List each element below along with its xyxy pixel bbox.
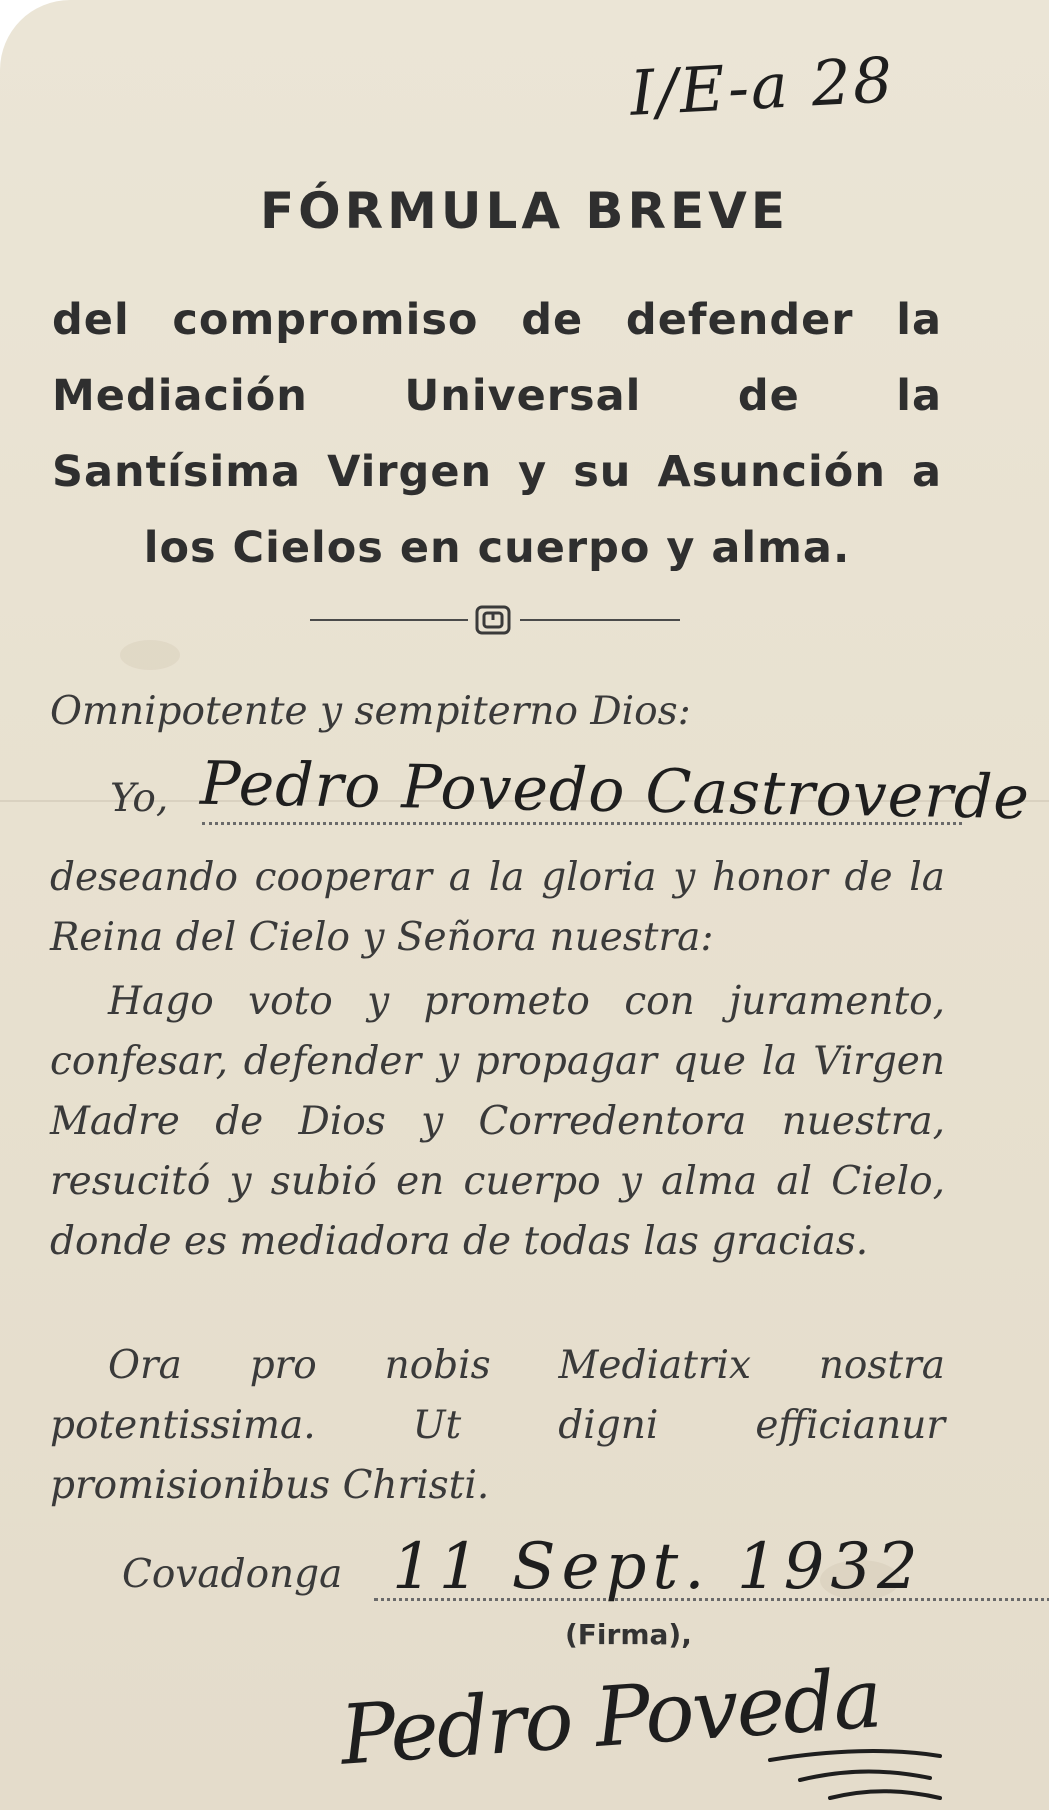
yo-label: Yo, bbox=[110, 776, 169, 821]
ornament-divider bbox=[310, 605, 680, 635]
signature-flourish bbox=[330, 1660, 970, 1810]
place-date-line bbox=[122, 1530, 952, 1610]
document-subtitle: del compromiso de defender la Mediación Universal de la Santísima Virgen y su Asunción a los Cielos en cuerpo y alma. bbox=[52, 295, 942, 573]
signature-label: (Firma), bbox=[565, 1618, 692, 1651]
ornament-knot-icon bbox=[473, 605, 513, 635]
signature bbox=[330, 1651, 970, 1810]
name-line bbox=[110, 748, 1031, 834]
document-title: FÓRMULA BREVE bbox=[259, 182, 790, 240]
divider-rule-left bbox=[310, 619, 468, 621]
paragraph-vow: Hago voto y prometo con juramento, confesar, defender y propagar que la Virgen Madre de Dios y Corredentora nuestra, resucitó y subió en cuerpo y alma al Cielo, donde es mediadora de todas las gracias. bbox=[50, 979, 945, 1264]
handwritten-name: Pedro Povedo Castroverde bbox=[199, 748, 1031, 834]
divider-rule-right bbox=[520, 619, 680, 621]
place-label: Covadonga bbox=[122, 1552, 343, 1597]
archive-code: I/E-a 28 bbox=[628, 43, 897, 130]
paragraph-intention: deseando cooperar a la gloria y honor de la Reina del Cielo y Señora nuestra: bbox=[50, 855, 945, 960]
paragraph-prayer: Ora pro nobis Mediatrix nostra potentissima. Ut digni efficianur promisionibus Christi. bbox=[50, 1343, 945, 1508]
handwritten-signature: Pedro Poveda bbox=[337, 1651, 884, 1784]
paper-stain bbox=[120, 640, 180, 670]
handwritten-date: 11 Sept. 1932 bbox=[392, 1530, 924, 1604]
invocation: Omnipotente y sempiterno Dios: bbox=[50, 689, 691, 734]
